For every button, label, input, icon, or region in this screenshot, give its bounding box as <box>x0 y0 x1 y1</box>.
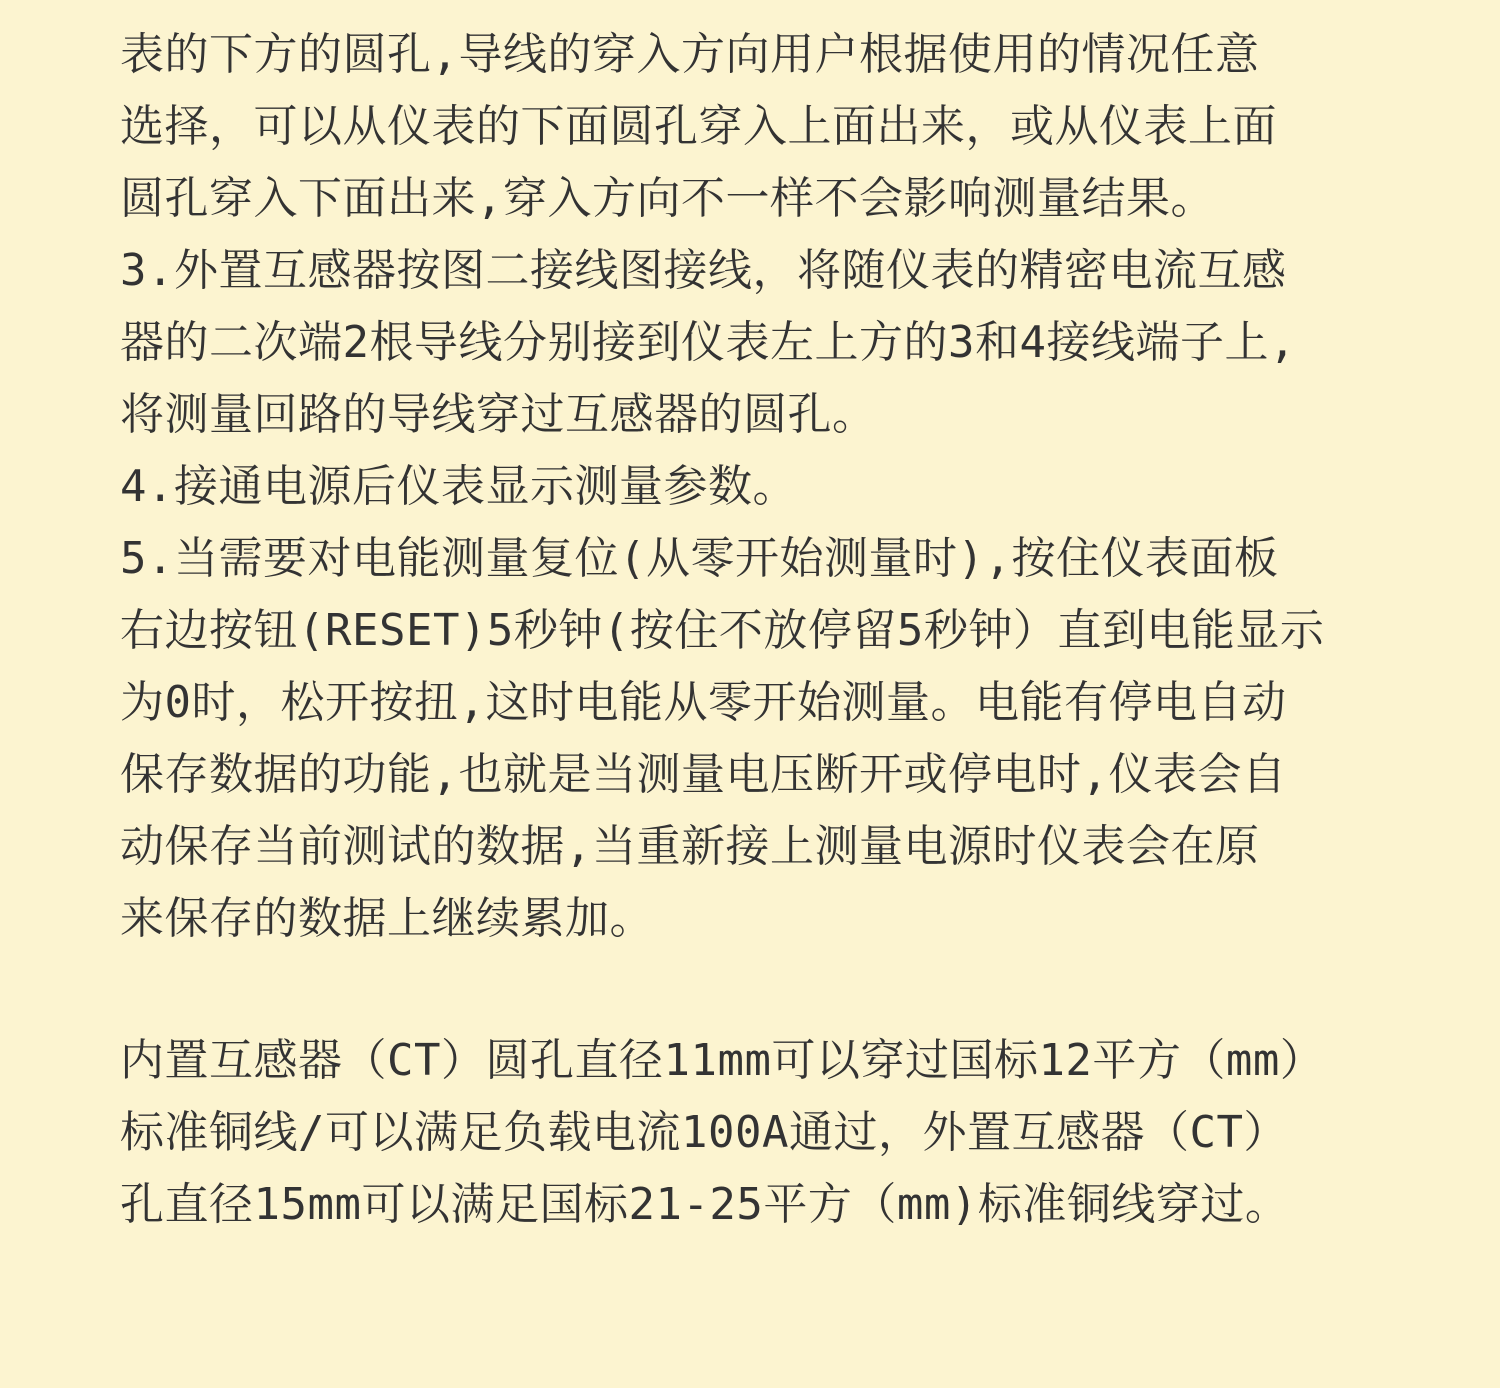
ct-note-line-3: 孔直径15mm可以满足国标21-25平方（mm)标准铜线穿过。 <box>120 1179 1290 1230</box>
instruction-line-3: 圆孔穿入下面出来,穿入方向不一样不会影响测量结果。 <box>120 173 1215 224</box>
instruction-line-6: 将测量回路的导线穿过互感器的圆孔。 <box>120 389 877 440</box>
ct-note-line-1: 内置互感器（CT）圆孔直径11mm可以穿过国标12平方（mm） <box>120 1035 1325 1086</box>
instruction-line-13: 来保存的数据上继续累加。 <box>120 893 654 944</box>
instruction-line-2: 选择，可以从仪表的下面圆孔穿入上面出来，或从仪表上面 <box>120 101 1277 152</box>
instruction-line-12: 动保存当前测试的数据,当重新接上测量电源时仪表会在原 <box>120 821 1260 872</box>
instruction-line-8: 5.当需要对电能测量复位(从零开始测量时),按住仪表面板 <box>120 533 1279 584</box>
instruction-line-5: 器的二次端2根导线分别接到仪表左上方的3和4接线端子上, <box>120 317 1296 368</box>
ct-note-line-2: 标准铜线/可以满足负载电流100A通过，外置互感器（CT） <box>120 1107 1288 1158</box>
instruction-line-9: 右边按钮(RESET)5秒钟(按住不放停留5秒钟）直到电能显示 <box>120 605 1325 656</box>
instruction-line-10: 为0时，松开按扭,这时电能从零开始测量。电能有停电自动 <box>120 677 1287 728</box>
instruction-line-11: 保存数据的功能,也就是当测量电压断开或停电时,仪表会自 <box>120 749 1287 800</box>
instruction-line-7: 4.接通电源后仪表显示测量参数。 <box>120 461 797 512</box>
instruction-line-1: 表的下方的圆孔,导线的穿入方向用户根据使用的情况任意 <box>120 29 1260 80</box>
instruction-line-4: 3.外置互感器按图二接线图接线，将随仪表的精密电流互感 <box>120 245 1287 296</box>
